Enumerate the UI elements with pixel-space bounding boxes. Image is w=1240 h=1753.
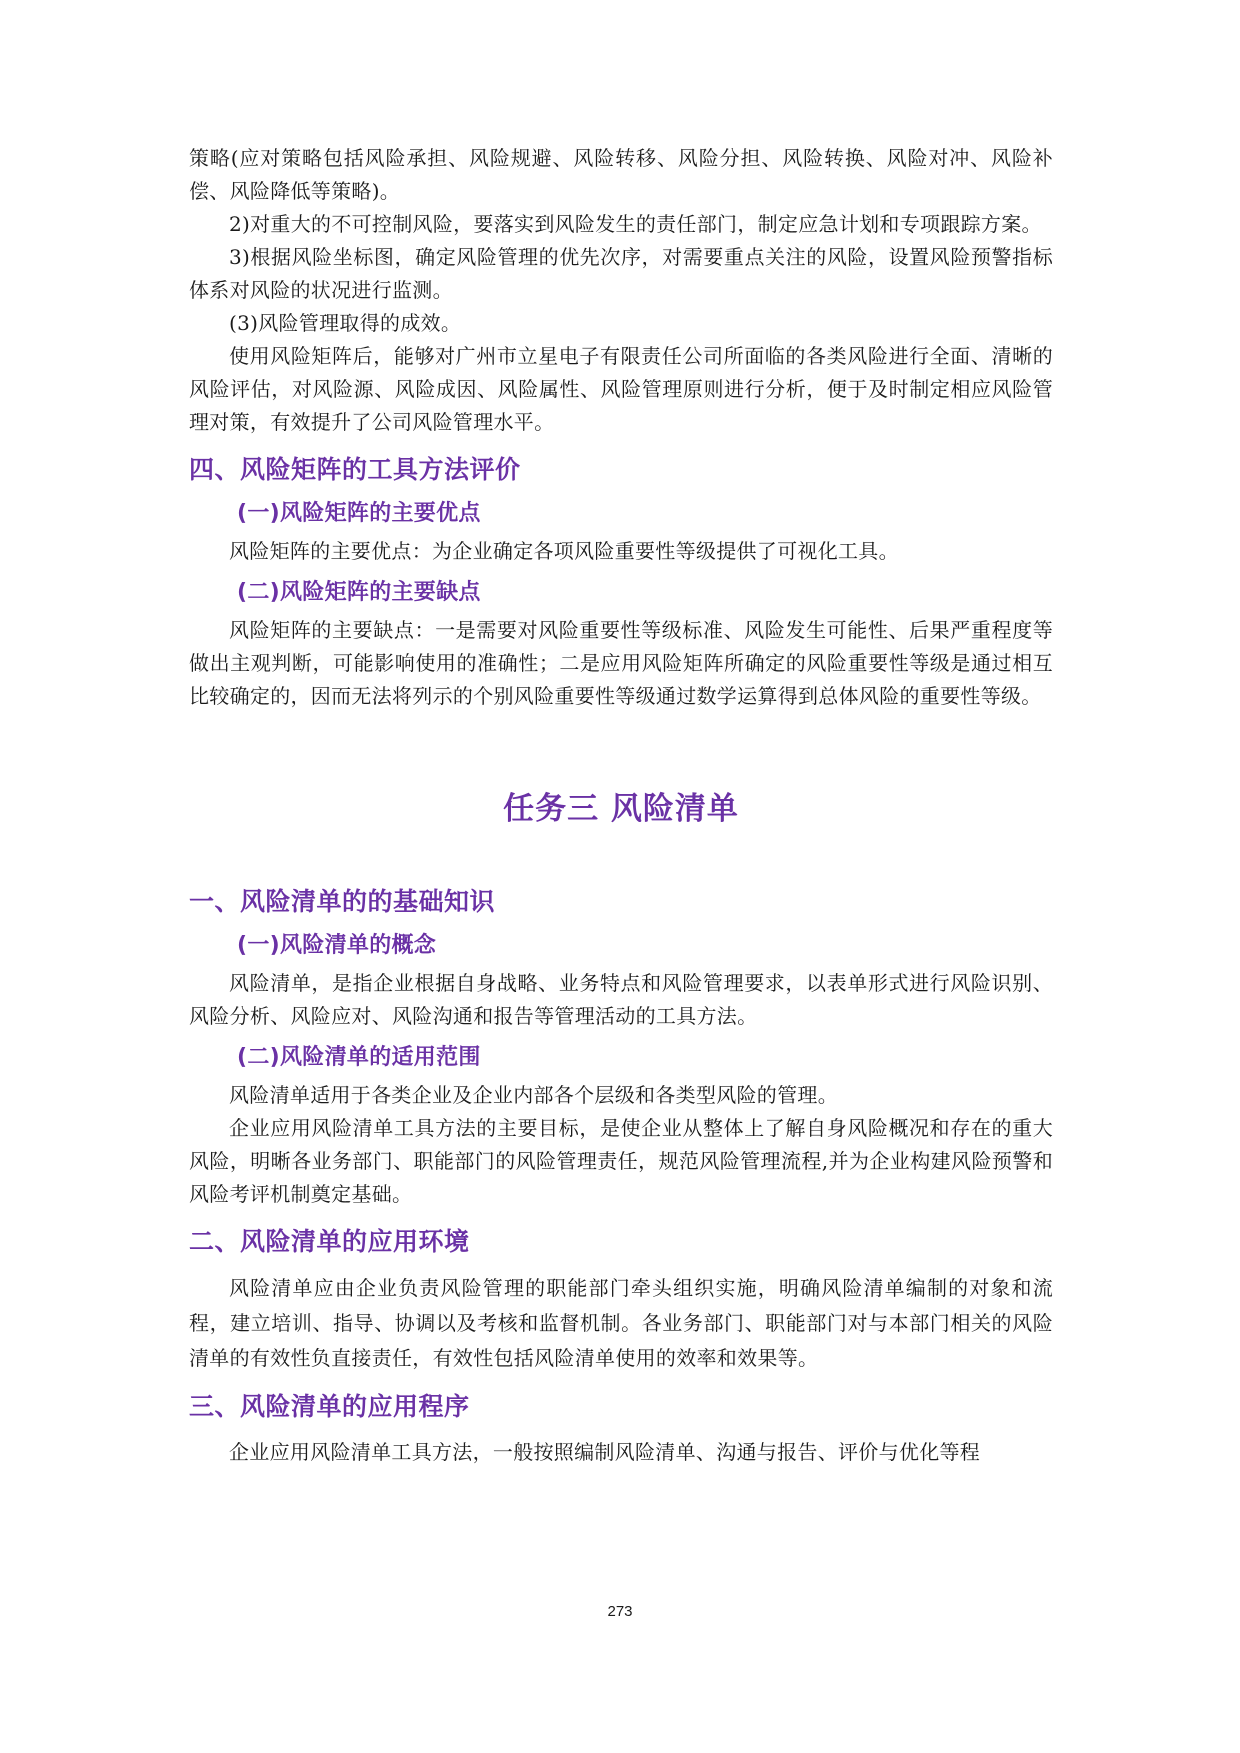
subsection-heading: (二)风险矩阵的主要缺点 [237, 580, 481, 605]
paragraph: 2)对重大的不可控制风险，要落实到风险发生的责任部门，制定应急计划和专项跟踪方案。 [229, 212, 1042, 236]
paragraph: 3)根据风险坐标图，确定风险管理的优先次序，对需要重点关注的风险，设置风险预警指标体系对风险的状况进行监测。 [189, 245, 1053, 302]
document-page [189, 142, 1053, 1469]
subsection-heading: (一)风险清单的概念 [237, 933, 437, 958]
paragraph: 企业应用风险清单工具方法的主要目标，是使企业从整体上了解自身风险概况和存在的重大风险，明晰各业务部门、职能部门的风险管理责任，规范风险管理流程,并为企业构建风险预警和风险考评机制奠定基础。 [189, 1116, 1053, 1206]
subsection-heading: (一)风险矩阵的主要优点 [237, 501, 481, 526]
page-number: 273 [607, 1603, 633, 1620]
paragraph: 风险清单应由企业负责风险管理的职能部门牵头组织实施，明确风险清单编制的对象和流程，建立培训、指导、协调以及考核和监督机制。各业务部门、职能部门对与本部门相关的风险清单的有效性负直接责任，有效性包括风险清单使用的效率和效果等。 [189, 1276, 1053, 1370]
section-heading: 二、风险清单的应用环境 [189, 1227, 470, 1256]
paragraph: 策略(应对策略包括风险承担、风险规避、风险转移、风险分担、风险转换、风险对冲、风险补偿、风险降低等策略)。 [189, 146, 1053, 203]
paragraph: 企业应用风险清单工具方法，一般按照编制风险清单、沟通与报告、评价与优化等程 [229, 1440, 981, 1464]
subsection-heading: (二)风险清单的适用范围 [237, 1045, 481, 1070]
section-heading: 三、风险清单的应用程序 [189, 1392, 470, 1421]
paragraph: 风险矩阵的主要优点：为企业确定各项风险重要性等级提供了可视化工具。 [229, 539, 899, 563]
paragraph: (3)风险管理取得的成效。 [229, 311, 462, 335]
paragraph: 风险清单适用于各类企业及企业内部各个层级和各类型风险的管理。 [229, 1083, 838, 1107]
paragraph: 风险矩阵的主要缺点：一是需要对风险重要性等级标准、风险发生可能性、后果严重程度等做出主观判断，可能影响使用的准确性；二是应用风险矩阵所确定的风险重要性等级是通过相互比较确定的，因而无法将列示的个别风险重要性等级通过数学运算得到总体风险的重要性等级。 [189, 618, 1053, 708]
section-heading: 四、风险矩阵的工具方法评价 [189, 455, 521, 484]
task-title: 任务三 风险清单 [503, 791, 739, 827]
section-heading: 一、风险清单的的基础知识 [189, 887, 496, 916]
paragraph: 使用风险矩阵后，能够对广州市立星电子有限责任公司所面临的各类风险进行全面、清晰的风险评估，对风险源、风险成因、风险属性、风险管理原则进行分析，便于及时制定相应风险管理对策，有效提升了公司风险管理水平。 [189, 344, 1053, 434]
paragraph: 风险清单，是指企业根据自身战略、业务特点和风险管理要求，以表单形式进行风险识别、风险分析、风险应对、风险沟通和报告等管理活动的工具方法。 [189, 971, 1053, 1028]
